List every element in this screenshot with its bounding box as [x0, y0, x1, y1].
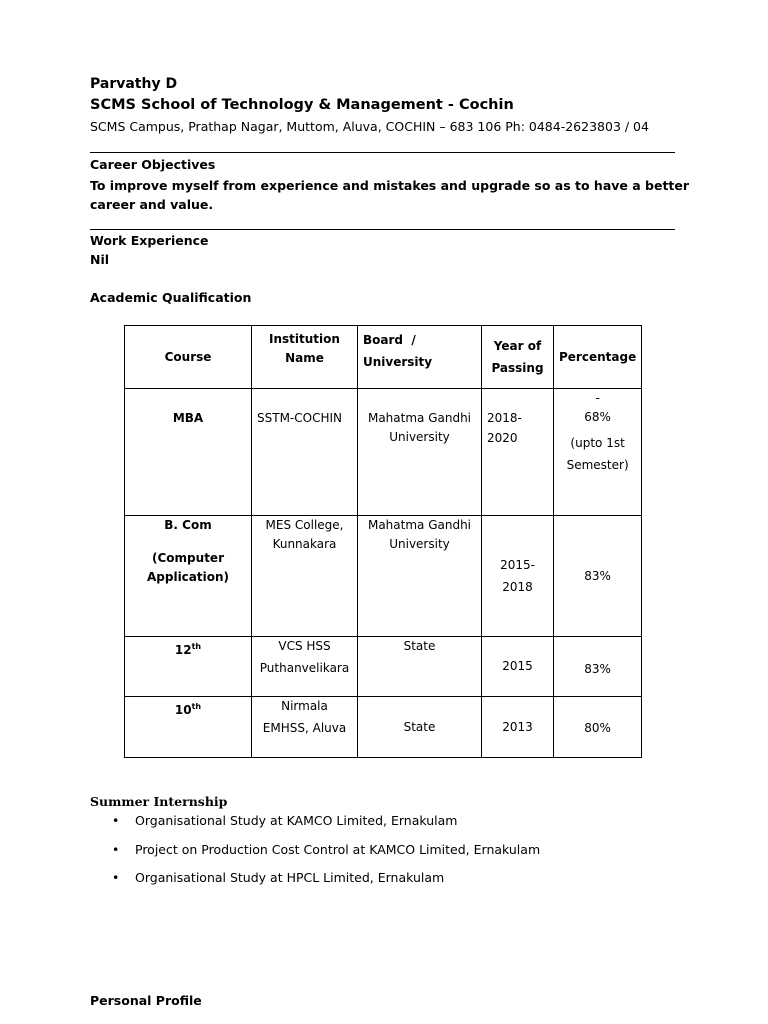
- cell-institution: Nirmala EMHSS, Aluva: [252, 697, 358, 758]
- table-row: [125, 516, 642, 637]
- academic-qualification-heading: Academic Qualification: [90, 290, 252, 305]
- candidate-name: Parvathy D: [90, 76, 178, 92]
- school-address: SCMS Campus, Prathap Nagar, Muttom, Aluva, COCHIN – 683 106 Ph: 0484-2623803 / 04: [90, 119, 649, 134]
- table-header-row: [125, 326, 642, 389]
- list-item: • Organisational Study at KAMCO Limited, Ernakulam: [112, 808, 540, 837]
- cell-institution: MES College, Kunnakara: [252, 516, 358, 637]
- cell-year: 2015: [482, 637, 554, 697]
- cell-year: 2015- 2018: [482, 516, 554, 637]
- school-name: SCMS School of Technology & Management - Cochin: [90, 97, 514, 113]
- cell-course: 10th: [125, 697, 252, 758]
- cell-year: 2013: [482, 697, 554, 758]
- cell-board: State: [358, 697, 482, 758]
- cell-course: MBA: [125, 389, 252, 516]
- internship-list: [112, 808, 540, 894]
- cell-percentage: 83%: [554, 516, 642, 637]
- cell-course: 12th: [125, 637, 252, 697]
- work-experience-value: Nil: [90, 252, 110, 267]
- bullet-icon: •: [112, 841, 120, 857]
- table-row: [125, 697, 642, 758]
- bullet-icon: •: [112, 813, 120, 828]
- cell-institution: VCS HSS Puthanvelikara: [252, 637, 358, 697]
- list-item: • Project on Production Cost Control at KAMCO Limited, Ernakulam: [112, 837, 540, 866]
- table-row: [125, 389, 642, 516]
- column-header-percentage: Percentage: [554, 326, 642, 389]
- academic-table: [124, 325, 642, 758]
- career-objectives-heading: Career Objectives: [90, 157, 216, 172]
- table-row: [125, 637, 642, 697]
- cell-percentage: 83%: [554, 637, 642, 697]
- cell-board: Mahatma Gandhi University: [358, 389, 482, 516]
- cell-percentage: - 68% (upto 1st Semester): [554, 389, 642, 516]
- column-header-institution: Institution Name: [252, 326, 358, 389]
- cell-course: B. Com (Computer Application): [125, 516, 252, 637]
- cell-institution: SSTM-COCHIN: [252, 389, 358, 516]
- column-header-year: Year of Passing: [482, 326, 554, 389]
- divider: [90, 152, 675, 153]
- cell-year: 2018- 2020: [482, 389, 554, 516]
- cell-board: State: [358, 637, 482, 697]
- bullet-icon: •: [112, 870, 120, 885]
- column-header-board: Board / University: [358, 326, 482, 389]
- column-header-course: Course: [125, 326, 252, 389]
- career-objectives-text: To improve myself from experience and mistakes and upgrade so as to have a better career and value.: [90, 178, 690, 212]
- divider: [90, 229, 675, 230]
- personal-profile-heading: Personal Profile: [90, 993, 202, 1008]
- cell-board: Mahatma Gandhi University: [358, 516, 482, 637]
- list-item: • Organisational Study at HPCL Limited, Ernakulam: [112, 865, 540, 894]
- summer-internship-heading: Summer Internship: [90, 794, 228, 809]
- work-experience-heading: Work Experience: [90, 233, 209, 248]
- cell-percentage: 80%: [554, 697, 642, 758]
